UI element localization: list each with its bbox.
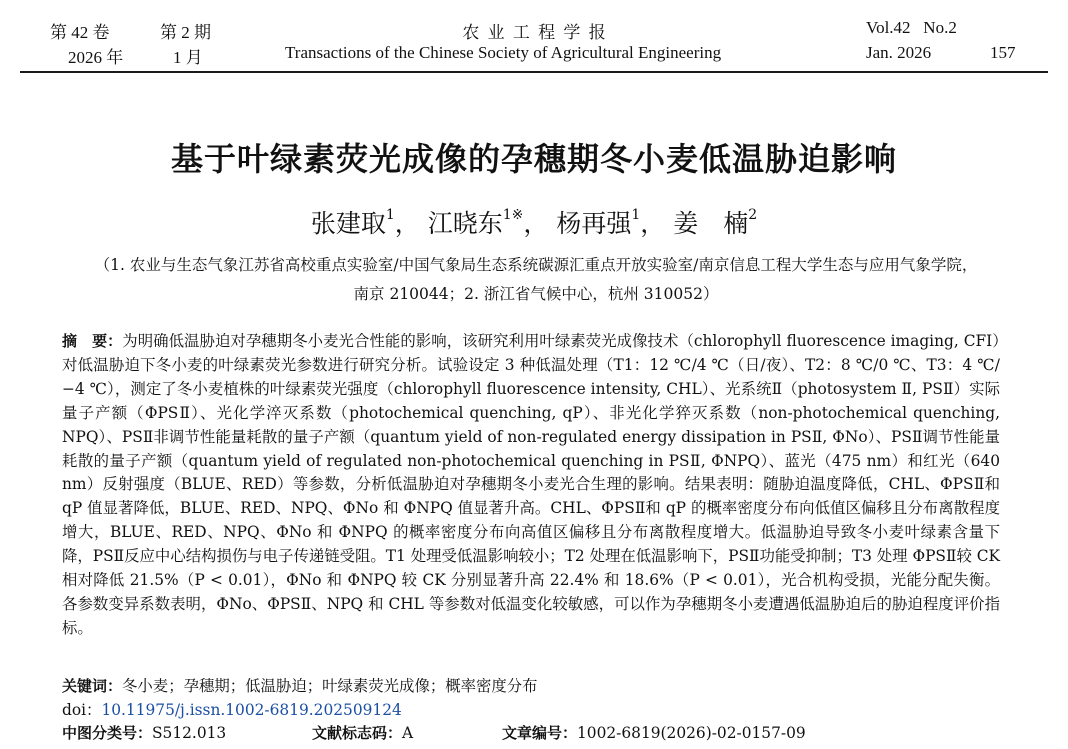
author-affil-mark: 2: [748, 206, 758, 223]
doc-code-value: A: [402, 724, 414, 742]
clc-label: 中图分类号：: [62, 724, 153, 742]
abstract-label: 摘 要：: [62, 332, 123, 350]
doi-line: [62, 698, 402, 720]
header-month: 1 月: [173, 48, 203, 67]
header-journal-en: Transactions of the Chinese Society of Agricultural Engineering: [285, 43, 722, 62]
author-separator: ，: [394, 209, 420, 238]
author-list: [0, 204, 1068, 240]
author-affil-mark: 1※: [502, 206, 524, 223]
affiliation-line-1: （1. 农业与生态气象江苏省高校重点实验室/中国气象局生态系统碳源汇重点开放实验室/南京信息工程大学生态与应用气象学院，: [94, 256, 978, 274]
header-year: 2026 年: [68, 48, 124, 67]
abstract-block: [62, 330, 1000, 641]
doi-label: doi：: [62, 701, 102, 719]
article-no-value: 1002-6819(2026)-02-0157-09: [577, 724, 806, 742]
author-affil-mark: 1: [385, 206, 395, 223]
header-issue: 第 2 期: [160, 23, 211, 42]
abstract-text: 为明确低温胁迫对孕穗期冬小麦光合性能的影响，该研究利用叶绿素荧光成像技术（chlorophyll fluorescence imaging, CFI）对低温胁迫下冬小麦的叶绿素荧光参数进行研究分析。试验设定 3 种低温处理（T1：12 ℃/4 ℃（日/夜）、T2：8 ℃/0 ℃、T3：4 ℃/−4 ℃），测定了冬小麦植株的叶绿素荧光强度（chlorophyll fluorescence intensity, CHL）、光系统Ⅱ（photosystem Ⅱ, PSⅡ）实际量子产额（ΦPSⅡ）、光化学淬灭系数（photochemical quenching, qP）、非光化学猝灭系数（non-photochemical quenching, NPQ）、PSⅡ非调节性能量耗散的量子产额（quantum yield of non-regulated energy dissipation in PSⅡ, ΦNo）、PSⅡ调节性能量耗散的量子产额（quantum yield of regulated non-photochemical quenching in PSⅡ, ΦNPQ）、蓝光（475 nm）和红光（640 nm）反射强度（BLUE、RED）等参数，分析低温胁迫对孕穗期冬小麦光合生理的影响。结果表明：随胁迫温度降低，CHL、ΦPSⅡ和 qP 值显著降低，BLUE、RED、NPQ、ΦNo 和 ΦNPQ 值显著升高。CHL、ΦPSⅡ和 qP 的概率密度分布向低值区偏移且分布离散程度增大，BLUE、RED、NPQ、ΦNo 和 ΦNPQ 的概率密度分布向高值区偏移且分布离散程度增大。低温胁迫导致冬小麦叶绿素含量下降，PSⅡ反应中心结构损伤与电子传递链受阻。T1 处理受低温影响较小；T2 处理在低温影响下，PSⅡ功能受抑制；T3 处理 ΦPSⅡ较 CK 相对降低 21.5%（P < 0.01），ΦNo 和 ΦNPQ 较 CK 分别显著升高 22.4% 和 18.6%（P < 0.01），光合机构受损，光能分配失衡。各参数变异系数表明，ΦNo、ΦPSⅡ、NPQ 和 CHL 等参数对低温变化较敏感，可以作为孕穗期冬小麦遭遇低温胁迫后的胁迫程度评价指标。: [62, 332, 1000, 637]
classification-line: [62, 722, 1022, 743]
doc-code-label: 文献标志码：: [312, 724, 403, 742]
keywords-label: 关键词：: [62, 677, 123, 695]
keywords-line: [62, 674, 538, 696]
header-date-en: Jan. 2026: [866, 43, 932, 62]
author-separator: ，: [640, 209, 666, 238]
paper-title: 基于叶绿素荧光成像的孕穗期冬小麦低温胁迫影响: [170, 140, 897, 178]
author-name: 江晓东: [427, 209, 503, 238]
header-journal-cn: 农 业 工 程 学 报: [462, 23, 608, 42]
article-no-label: 文章编号：: [502, 724, 578, 742]
header-vol-issue-en: Vol.42 No.2: [866, 18, 957, 37]
affiliation-line-2: 南京 210044；2. 浙江省气候中心，杭州 310052）: [353, 285, 719, 303]
header-rule: [20, 71, 1048, 73]
clc-value: S512.013: [152, 724, 227, 742]
running-header: [20, 14, 1050, 67]
author-affil-mark: 1: [631, 206, 641, 223]
author-name: 张建取: [310, 209, 386, 238]
header-volume: 第 42 卷: [50, 23, 110, 42]
doi-link[interactable]: 10.11975/j.issn.1002-6819.202509124: [101, 701, 402, 719]
author-name: 姜 楠: [673, 209, 749, 238]
keywords-text: 冬小麦；孕穗期；低温胁迫；叶绿素荧光成像；概率密度分布: [122, 677, 538, 695]
author-name: 杨再强: [556, 209, 632, 238]
header-page-number: 157: [990, 43, 1016, 62]
author-separator: ，: [523, 209, 549, 238]
